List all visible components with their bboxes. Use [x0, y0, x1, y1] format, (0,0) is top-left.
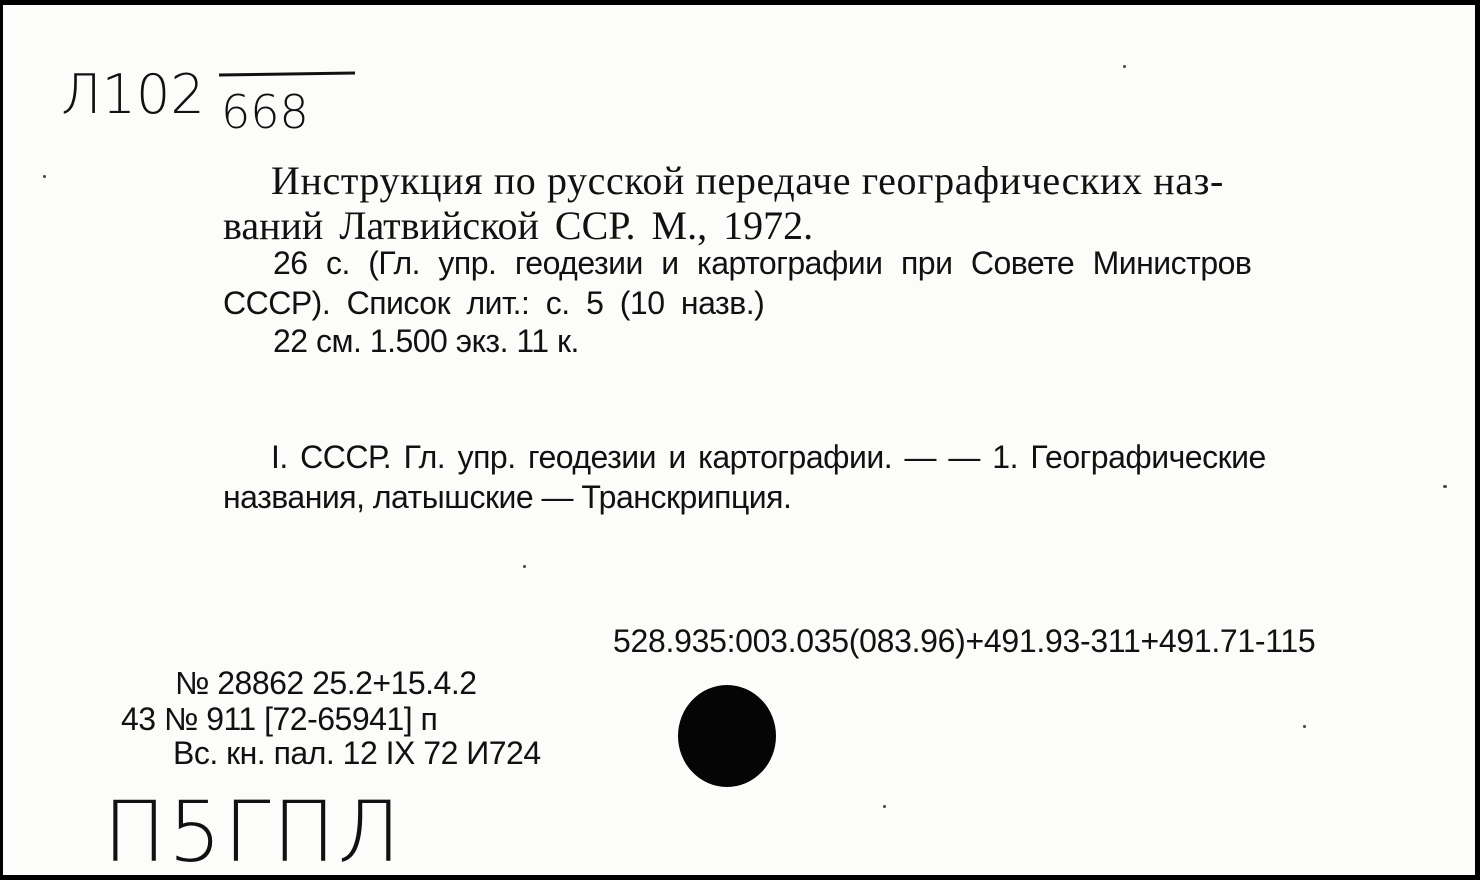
- record-line-3: Вс. кн. пал. 12 IX 72 И724: [173, 735, 541, 771]
- noise-speck: [1443, 485, 1447, 488]
- noise-speck: [43, 175, 46, 178]
- shelf-mark-fraction-bar: [217, 71, 357, 79]
- tracing-line-1: I. СССР. Гл. упр. геодезии и картографии. — — 1. Географические: [271, 439, 1266, 475]
- title-line-2: ваний Латвийской ССР. М., 1972.: [223, 203, 814, 248]
- noise-speck: [523, 565, 526, 568]
- desc-line-2: СССР). Список лит.: с. 5 (10 назв.): [223, 285, 765, 321]
- shelf-mark: [61, 63, 205, 126]
- noise-speck: [1123, 65, 1126, 68]
- desc-line-3: 22 см. 1.500 экз. 11 к.: [273, 323, 579, 359]
- desc-line-1: 26 с. (Гл. упр. геодезии и картографии при Совете Министров: [273, 245, 1252, 281]
- shelf-mark-denominator: 668: [221, 85, 309, 139]
- record-line-1: № 28862 25.2+15.4.2: [175, 665, 477, 701]
- title-line-1: Инструкция по русской передаче географических наз-: [271, 158, 1224, 203]
- record-line-2: 43 № 911 [72-65941] п: [121, 701, 438, 737]
- shelf-mark-left: Л102: [61, 63, 205, 126]
- noise-speck: [1303, 725, 1306, 728]
- catalog-card: [3, 5, 1475, 875]
- punch-hole: [678, 685, 776, 787]
- library-stamp: П5ГПЛ: [103, 783, 403, 875]
- noise-speck: [883, 805, 886, 808]
- tracing-line-2: названия, латышские — Транскрипция.: [223, 479, 792, 515]
- udc-code: 528.935:003.035(083.96)+491.93-311+491.71-115: [613, 623, 1316, 659]
